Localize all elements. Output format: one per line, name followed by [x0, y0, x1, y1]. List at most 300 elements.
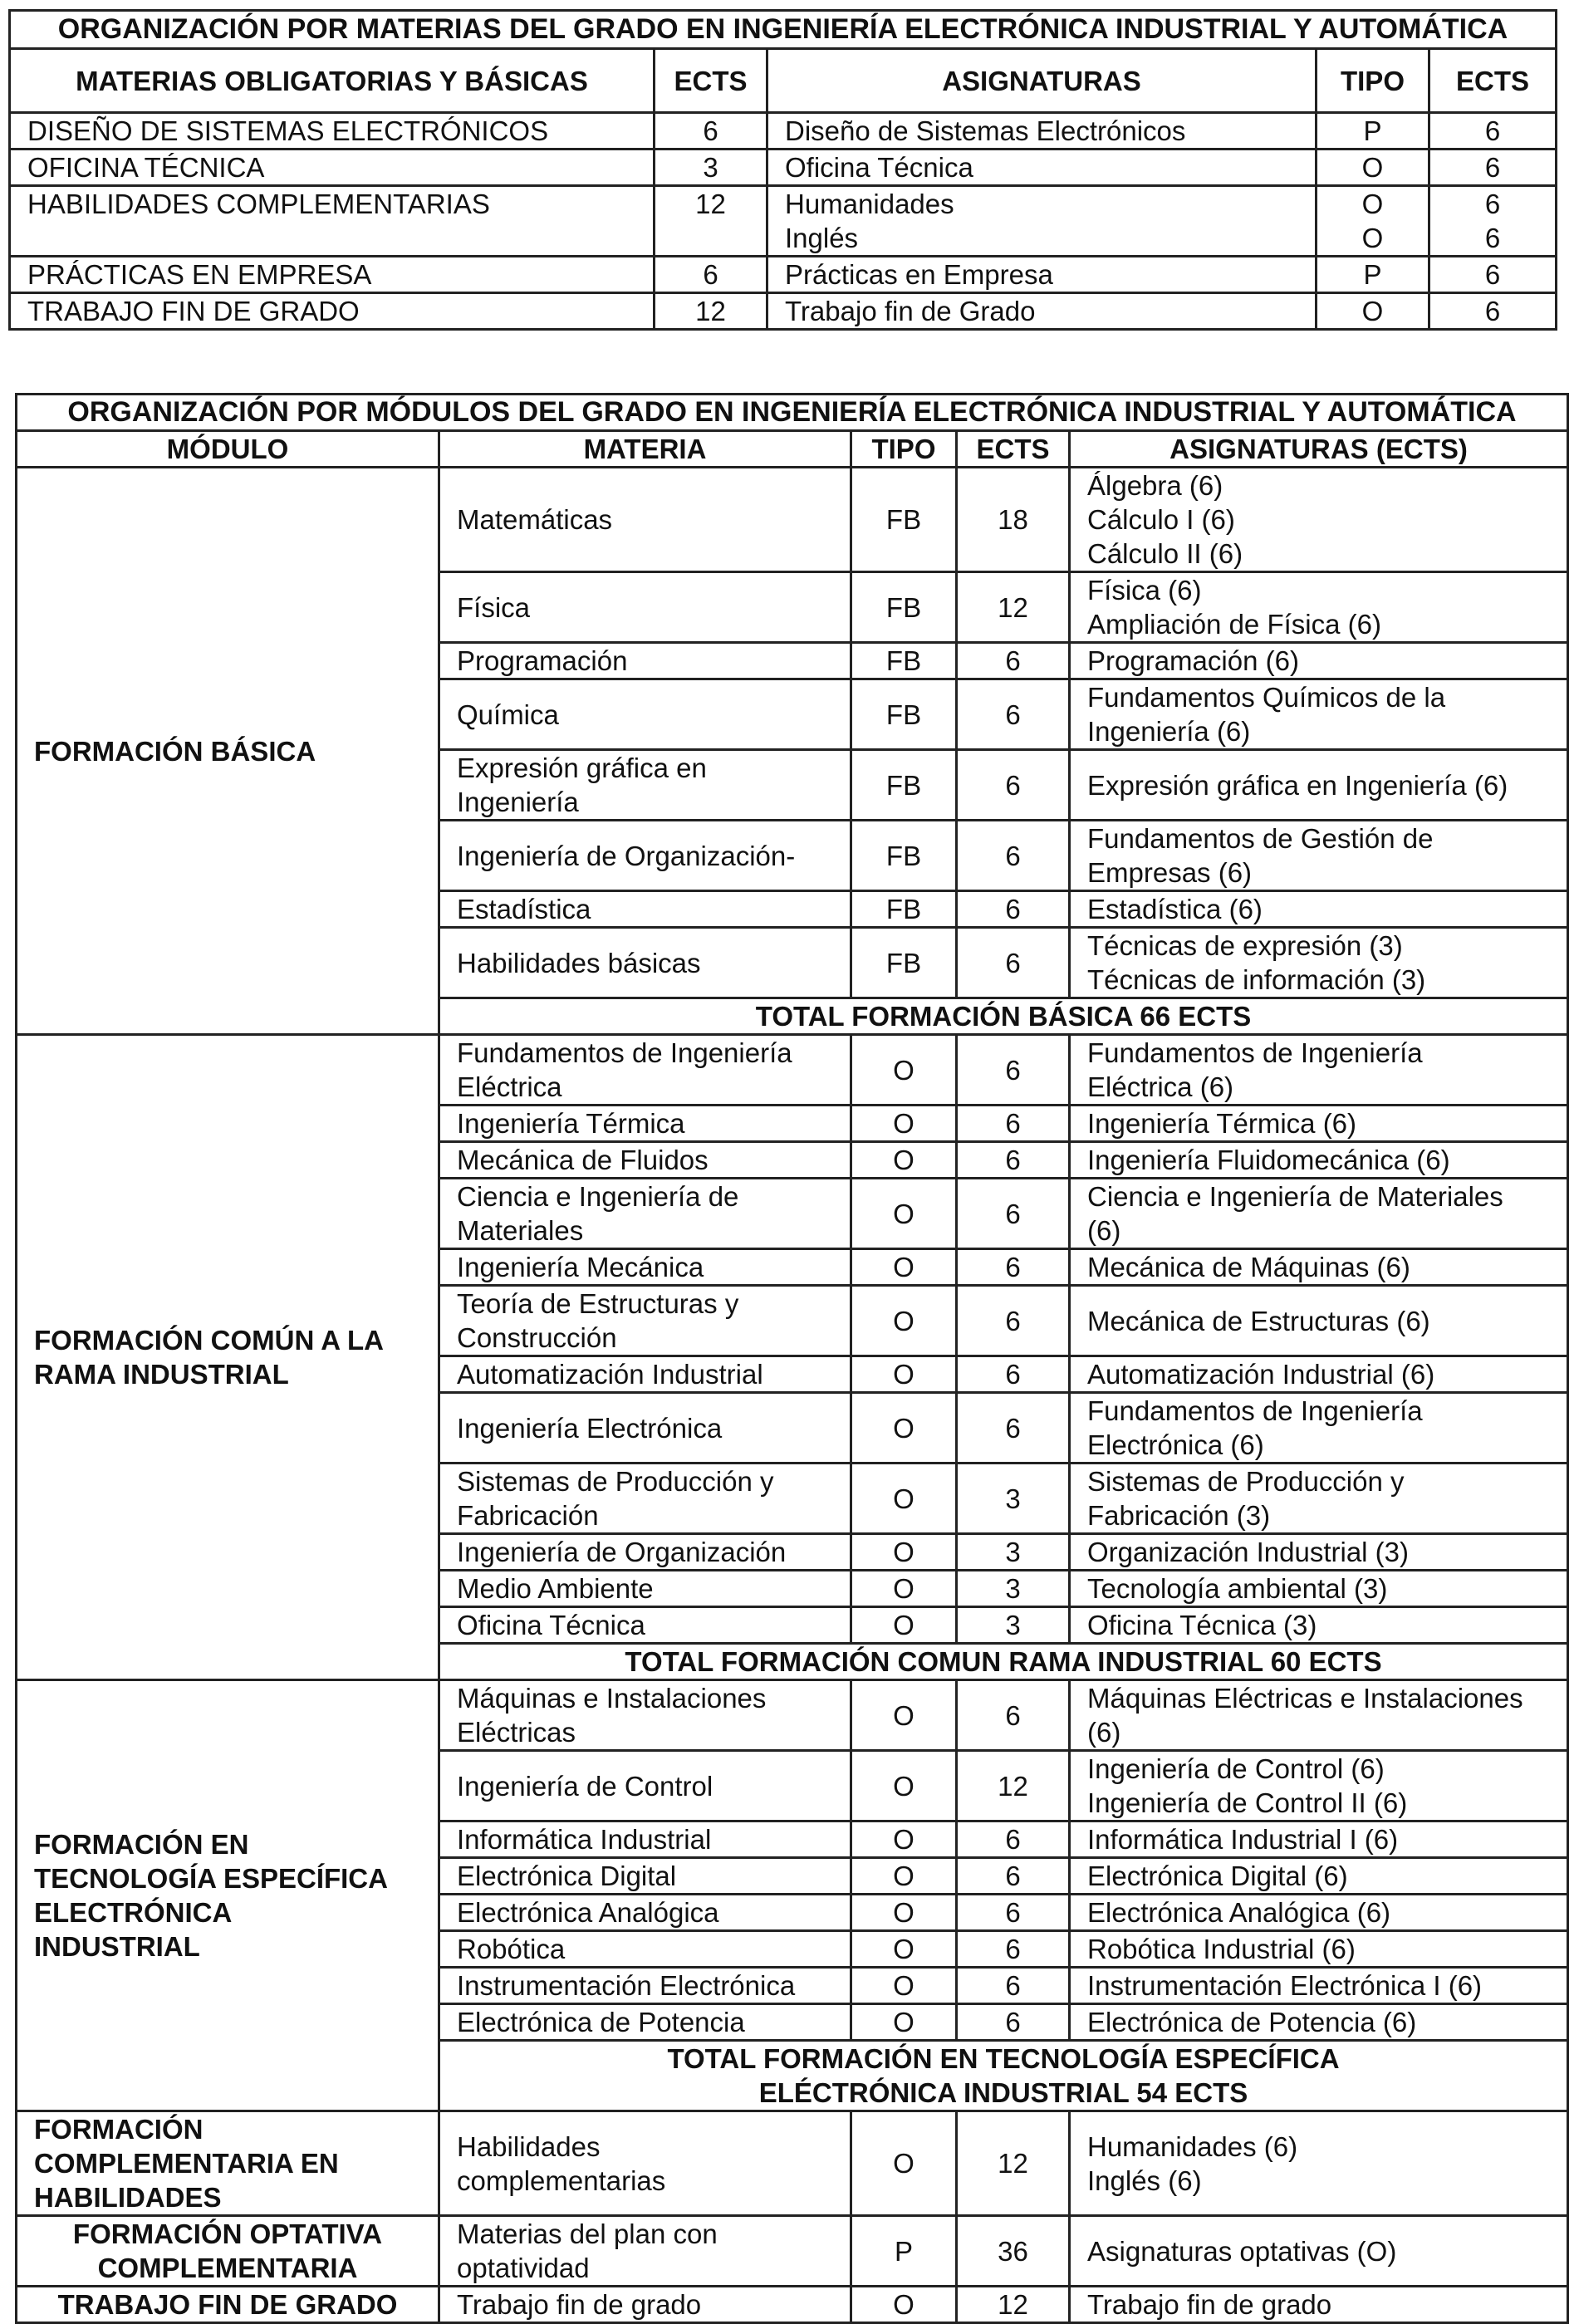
- modulo-name-line: TECNOLOGÍA ESPECÍFICA: [34, 1863, 388, 1894]
- materia-line: Ingeniería Mecánica: [457, 1252, 704, 1282]
- tipo-cell: FB: [851, 750, 957, 821]
- asignatura-line: Tecnología ambiental (3): [1087, 1573, 1388, 1604]
- asignatura-line: Robótica Industrial (6): [1087, 1934, 1356, 1964]
- materia-cell: [439, 1534, 851, 1571]
- modulo-name: [17, 2216, 439, 2287]
- materia-line: Ingeniería de Control: [457, 1770, 713, 1802]
- asignatura-line: Cálculo II (6): [1087, 538, 1243, 569]
- materia-name: OFICINA TÉCNICA: [10, 150, 655, 186]
- materia-line: Ingeniería Térmica: [457, 1108, 685, 1139]
- ects-cell: 3: [957, 1464, 1070, 1534]
- materia-line: Física: [457, 591, 531, 623]
- ects-cell: 6: [957, 1142, 1070, 1179]
- materia-line: Ingeniería de Organización-: [457, 840, 796, 871]
- modulo-name-line: ELECTRÓNICA: [34, 1897, 233, 1928]
- ects-cell: 6: [957, 750, 1070, 821]
- materia-cell: [439, 643, 851, 679]
- modulo-name: [17, 1680, 439, 2111]
- tipo-cell: [1317, 150, 1429, 186]
- asignaturas-cell: [1070, 2216, 1568, 2287]
- asignatura-line: (6): [1087, 1215, 1121, 1246]
- materia-row: [10, 186, 1557, 257]
- materia-cell: [439, 2287, 851, 2323]
- modulo-name-line: INDUSTRIAL: [34, 1931, 200, 1962]
- materia-line: Fundamentos de Ingeniería: [457, 1037, 792, 1068]
- materia-line: Habilidades: [457, 2130, 601, 2162]
- asignatura-cell: [767, 257, 1317, 293]
- asignatura-line: Electrónica Digital (6): [1087, 1861, 1348, 1891]
- tipo-cell: [1317, 186, 1429, 257]
- ects-cell: 12: [957, 1751, 1070, 1821]
- asignatura-line: Informática Industrial I (6): [1087, 1824, 1399, 1855]
- asignaturas-cell: [1070, 468, 1568, 572]
- header-tipo: TIPO: [1317, 49, 1429, 113]
- materia-line: optatividad: [457, 2253, 590, 2283]
- ects-line: 6: [1484, 259, 1501, 290]
- asignaturas-cell: [1070, 1895, 1568, 1931]
- ects-line: 6: [1484, 223, 1501, 253]
- modulo-name-line: FORMACIÓN: [34, 2114, 203, 2145]
- asignaturas-cell: [1070, 1858, 1568, 1895]
- asignatura-cell: [767, 293, 1317, 330]
- asignatura-line: Expresión gráfica en Ingeniería (6): [1087, 769, 1508, 801]
- asignatura-line: Técnicas de información (3): [1087, 964, 1426, 995]
- ects-cell: 6: [957, 928, 1070, 998]
- materia-cell: [439, 572, 851, 643]
- tipo-cell: O: [851, 2287, 957, 2323]
- materia-line: Habilidades básicas: [457, 947, 701, 978]
- modulo-name-line: RAMA INDUSTRIAL: [34, 1359, 289, 1390]
- asignaturas-cell: [1070, 1356, 1568, 1393]
- materia-cell: [439, 891, 851, 928]
- ects-cell: 6: [957, 1286, 1070, 1356]
- asignatura-line: Oficina Técnica (3): [1087, 1610, 1317, 1640]
- ects-cell: 12: [957, 2287, 1070, 2323]
- asignatura-line: Trabajo fin de grado: [1087, 2289, 1332, 2320]
- materia-line: Programación: [457, 645, 628, 676]
- ects-cell: 6: [957, 1393, 1070, 1464]
- materia-cell: [439, 1142, 851, 1179]
- asignatura-line: Inglés: [785, 223, 859, 253]
- header-tipo: TIPO: [851, 431, 957, 468]
- materia-cell: [439, 1464, 851, 1534]
- tipo-cell: O: [851, 2004, 957, 2041]
- asignatura-line: Mecánica de Máquinas (6): [1087, 1252, 1410, 1282]
- asignatura-line: Fundamentos de Ingeniería: [1087, 1395, 1423, 1426]
- total-line: ELÉCTRÓNICA INDUSTRIAL 54 ECTS: [758, 2077, 1248, 2108]
- ects-cell: 6: [957, 891, 1070, 928]
- tipo-cell: O: [851, 1249, 957, 1286]
- tipo-cell: FB: [851, 928, 957, 998]
- asignatura-line: Mecánica de Estructuras (6): [1087, 1305, 1430, 1336]
- modulo-name: [17, 2287, 439, 2323]
- asignatura-line: Ingeniería de Control II (6): [1087, 1787, 1408, 1818]
- asignaturas-cell: [1070, 1179, 1568, 1249]
- tipo-line: O: [1361, 189, 1384, 219]
- asignatura-line: Fundamentos Químicos de la: [1087, 682, 1446, 713]
- modulo-name-line: COMPLEMENTARIA EN: [34, 2148, 339, 2179]
- materia-ects: 12: [655, 293, 767, 330]
- ects-cell: 6: [957, 1931, 1070, 1968]
- modulo-name-line: COMPLEMENTARIA: [97, 2253, 358, 2283]
- asignatura-line: Ingeniería de Control (6): [1087, 1753, 1385, 1784]
- asignatura-line: Electrónica de Potencia (6): [1087, 2007, 1417, 2037]
- asignaturas-cell: [1070, 1607, 1568, 1644]
- tipo-cell: O: [851, 1393, 957, 1464]
- materia-line: Eléctricas: [457, 1717, 576, 1748]
- ects-cell: 36: [957, 2216, 1070, 2287]
- asignatura-line: Máquinas Eléctricas e Instalaciones: [1087, 1683, 1523, 1714]
- tipo-cell: O: [851, 1607, 957, 1644]
- asignatura-line: Diseño de Sistemas Electrónicos: [785, 115, 1186, 146]
- asignaturas-cell: [1070, 2287, 1568, 2323]
- materia-name: PRÁCTICAS EN EMPRESA: [10, 257, 655, 293]
- asignaturas-cell: [1070, 1286, 1568, 1356]
- ects-cell: 6: [957, 1035, 1070, 1106]
- materia-line: Medio Ambiente: [457, 1573, 654, 1604]
- tipo-cell: [1317, 257, 1429, 293]
- materia-cell: [439, 1821, 851, 1858]
- asignatura-cell: [767, 150, 1317, 186]
- modulo-name: [17, 2111, 439, 2216]
- modulo-name-line: TRABAJO FIN DE GRADO: [57, 2289, 398, 2320]
- asignaturas-cell: [1070, 891, 1568, 928]
- tipo-cell: O: [851, 1680, 957, 1751]
- modulo-name: [17, 468, 439, 1035]
- asignatura-line: Electrónica (6): [1087, 1429, 1264, 1460]
- asignatura-line: Física (6): [1087, 575, 1202, 606]
- asignatura-line: Automatización Industrial (6): [1087, 1359, 1435, 1390]
- tipo-cell: O: [851, 1142, 957, 1179]
- asignaturas-cell: [1070, 750, 1568, 821]
- tipo-cell: O: [851, 1968, 957, 2004]
- materia-cell: [439, 1931, 851, 1968]
- materia-line: Mecánica de Fluidos: [457, 1145, 709, 1175]
- module-total: [439, 2041, 1568, 2111]
- asignaturas-cell: [1070, 1106, 1568, 1142]
- ects-cell: 6: [957, 1680, 1070, 1751]
- modulo-row: [17, 1035, 1568, 1106]
- ects-line: 6: [1484, 189, 1501, 219]
- ects-cell: [1429, 293, 1557, 330]
- materia-line: Robótica: [457, 1934, 566, 1964]
- materia-name: TRABAJO FIN DE GRADO: [10, 293, 655, 330]
- asignaturas-cell: [1070, 643, 1568, 679]
- ects-cell: 6: [957, 1858, 1070, 1895]
- asignaturas-cell: [1070, 1821, 1568, 1858]
- materia-line: Oficina Técnica: [457, 1610, 645, 1640]
- asignatura-line: Fundamentos de Ingeniería: [1087, 1037, 1423, 1068]
- materia-cell: [439, 468, 851, 572]
- materia-row: [10, 150, 1557, 186]
- modulo-row: [17, 2216, 1568, 2287]
- tipo-cell: O: [851, 2111, 957, 2216]
- asignaturas-cell: [1070, 1249, 1568, 1286]
- tipo-cell: FB: [851, 891, 957, 928]
- ects-cell: 6: [957, 1968, 1070, 2004]
- ects-cell: 3: [957, 1607, 1070, 1644]
- materia-cell: [439, 1393, 851, 1464]
- tipo-line: O: [1361, 152, 1384, 183]
- ects-line: 6: [1484, 296, 1501, 326]
- ects-cell: 12: [957, 572, 1070, 643]
- materia-ects: 6: [655, 113, 767, 150]
- modulos-table: [15, 393, 1569, 2324]
- header-ects: ECTS: [655, 49, 767, 113]
- materia-line: Ingeniería de Organización: [457, 1537, 787, 1567]
- asignatura-line: Prácticas en Empresa: [785, 259, 1053, 290]
- materia-cell: [439, 1106, 851, 1142]
- asignatura-line: Inglés (6): [1087, 2165, 1202, 2196]
- materia-name: DISEÑO DE SISTEMAS ELECTRÓNICOS: [10, 113, 655, 150]
- materia-ects: 3: [655, 150, 767, 186]
- materia-line: Fabricación: [457, 1500, 599, 1531]
- ects-cell: [1429, 113, 1557, 150]
- asignaturas-cell: [1070, 572, 1568, 643]
- materia-line: Teoría de Estructuras y: [457, 1288, 739, 1319]
- tipo-cell: FB: [851, 679, 957, 750]
- asignatura-line: Eléctrica (6): [1087, 1071, 1234, 1102]
- tipo-cell: O: [851, 1751, 957, 1821]
- asignatura-line: Oficina Técnica: [785, 152, 973, 183]
- ects-cell: 6: [957, 1356, 1070, 1393]
- asignatura-line: Trabajo fin de Grado: [785, 296, 1036, 326]
- tipo-cell: O: [851, 1895, 957, 1931]
- asignatura-line: Cálculo I (6): [1087, 504, 1235, 535]
- materia-cell: [439, 1607, 851, 1644]
- asignatura-line: Asignaturas optativas (O): [1087, 2235, 1397, 2267]
- materia-line: Matemáticas: [457, 504, 613, 535]
- header-materia: MATERIA: [439, 431, 851, 468]
- asignatura-line: Fundamentos de Gestión de: [1087, 823, 1434, 854]
- modulos-table-title: ORGANIZACIÓN POR MÓDULOS DEL GRADO EN INGENIERÍA ELECTRÓNICA INDUSTRIAL Y AUTOMÁTICA: [17, 395, 1568, 431]
- modulo-name-line: HABILIDADES: [34, 2182, 222, 2213]
- materia-cell: [439, 750, 851, 821]
- tipo-cell: P: [851, 2216, 957, 2287]
- asignatura-line: Organización Industrial (3): [1087, 1537, 1410, 1567]
- materia-cell: [439, 1751, 851, 1821]
- modulo-row: [17, 2111, 1568, 2216]
- materia-cell: [439, 2216, 851, 2287]
- modulo-row: [17, 468, 1568, 572]
- asignaturas-cell: [1070, 2004, 1568, 2041]
- ects-cell: 18: [957, 468, 1070, 572]
- materia-line: Estadística: [457, 894, 591, 924]
- total-line: TOTAL FORMACIÓN COMUN RAMA INDUSTRIAL 60 ECTS: [625, 1646, 1382, 1677]
- tipo-cell: FB: [851, 643, 957, 679]
- asignatura-line: Instrumentación Electrónica I (6): [1087, 1970, 1483, 2001]
- tipo-cell: O: [851, 1821, 957, 1858]
- tipo-cell: [1317, 113, 1429, 150]
- ects-cell: 6: [957, 1821, 1070, 1858]
- asignatura-line: Estadística (6): [1087, 894, 1263, 924]
- materia-ects: 6: [655, 257, 767, 293]
- materias-table-title: ORGANIZACIÓN POR MATERIAS DEL GRADO EN INGENIERÍA ELECTRÓNICA INDUSTRIAL Y AUTOMÁTICA: [10, 11, 1557, 49]
- modulo-name-line: FORMACIÓN BÁSICA: [34, 735, 316, 767]
- materia-line: Construcción: [457, 1322, 617, 1353]
- tipo-cell: O: [851, 1534, 957, 1571]
- ects-cell: [1429, 150, 1557, 186]
- materia-cell: [439, 1680, 851, 1751]
- materia-line: Automatización Industrial: [457, 1359, 763, 1390]
- tipo-cell: O: [851, 1035, 957, 1106]
- materia-line: Electrónica Digital: [457, 1861, 677, 1891]
- materia-row: [10, 257, 1557, 293]
- tipo-cell: [1317, 293, 1429, 330]
- modulo-name-line: FORMACIÓN OPTATIVA: [72, 2219, 383, 2249]
- asignatura-line: Ingeniería Fluidomecánica (6): [1087, 1145, 1450, 1175]
- tipo-line: P: [1363, 259, 1382, 290]
- materia-cell: [439, 1356, 851, 1393]
- ects-cell: 6: [957, 1179, 1070, 1249]
- asignaturas-cell: [1070, 2111, 1568, 2216]
- asignatura-line: Ciencia e Ingeniería de Materiales: [1087, 1181, 1503, 1212]
- asignatura-line: Ingeniería (6): [1087, 716, 1251, 747]
- tipo-cell: O: [851, 1286, 957, 1356]
- modulo-row: [17, 2287, 1568, 2323]
- materia-line: Materias del plan con: [457, 2219, 718, 2249]
- asignaturas-cell: [1070, 928, 1568, 998]
- asignatura-line: Humanidades: [785, 189, 954, 219]
- materia-line: Ingeniería Electrónica: [457, 1412, 723, 1444]
- asignatura-line: Técnicas de expresión (3): [1087, 930, 1403, 961]
- ects-cell: 6: [957, 1106, 1070, 1142]
- materia-row: [10, 113, 1557, 150]
- asignatura-line: Sistemas de Producción y: [1087, 1466, 1405, 1497]
- tipo-line: O: [1361, 223, 1384, 253]
- asignaturas-cell: [1070, 1680, 1568, 1751]
- tipo-cell: O: [851, 1179, 957, 1249]
- materia-cell: [439, 2004, 851, 2041]
- ects-cell: 3: [957, 1571, 1070, 1607]
- asignaturas-cell: [1070, 1142, 1568, 1179]
- materia-cell: [439, 1968, 851, 2004]
- asignatura-line: Empresas (6): [1087, 857, 1253, 888]
- materia-cell: [439, 1035, 851, 1106]
- asignatura-line: Humanidades (6): [1087, 2130, 1298, 2162]
- asignatura-line: Ingeniería Térmica (6): [1087, 1108, 1357, 1139]
- total-line: TOTAL FORMACIÓN BÁSICA 66 ECTS: [755, 1001, 1252, 1032]
- tipo-cell: O: [851, 1571, 957, 1607]
- asignatura-cell: [767, 113, 1317, 150]
- tipo-cell: O: [851, 1858, 957, 1895]
- asignaturas-cell: [1070, 821, 1568, 891]
- materia-cell: [439, 1858, 851, 1895]
- materia-row: [10, 293, 1557, 330]
- header-asignaturas: ASIGNATURAS: [767, 49, 1317, 113]
- tipo-cell: FB: [851, 572, 957, 643]
- materias-table: [8, 9, 1557, 331]
- materia-cell: [439, 1571, 851, 1607]
- header-materias: MATERIAS OBLIGATORIAS Y BÁSICAS: [10, 49, 655, 113]
- asignatura-line: Álgebra (6): [1087, 470, 1223, 501]
- ects-cell: [1429, 186, 1557, 257]
- asignaturas-cell: [1070, 1035, 1568, 1106]
- materia-cell: [439, 679, 851, 750]
- materia-ects: 12: [655, 186, 767, 257]
- materia-cell: [439, 1179, 851, 1249]
- materia-cell: [439, 821, 851, 891]
- asignaturas-cell: [1070, 1751, 1568, 1821]
- tipo-line: P: [1363, 115, 1382, 146]
- materia-cell: [439, 1249, 851, 1286]
- asignaturas-cell: [1070, 1464, 1568, 1534]
- materia-cell: [439, 1286, 851, 1356]
- materia-line: Ingeniería: [457, 787, 579, 817]
- asignaturas-cell: [1070, 1393, 1568, 1464]
- materia-name: HABILIDADES COMPLEMENTARIAS: [10, 186, 655, 257]
- header-ects-2: ECTS: [1429, 49, 1557, 113]
- materia-line: Informática Industrial: [457, 1824, 712, 1855]
- materia-line: Expresión gráfica en: [457, 753, 707, 783]
- materia-line: Materiales: [457, 1215, 584, 1246]
- tipo-cell: FB: [851, 821, 957, 891]
- materia-line: Electrónica de Potencia: [457, 2007, 745, 2037]
- ects-cell: 6: [957, 821, 1070, 891]
- ects-cell: 3: [957, 1534, 1070, 1571]
- materia-cell: [439, 928, 851, 998]
- materia-line: Química: [457, 699, 559, 730]
- asignatura-line: Fabricación (3): [1087, 1500, 1271, 1531]
- materia-line: Eléctrica: [457, 1071, 562, 1102]
- modulo-name-line: FORMACIÓN EN: [34, 1829, 249, 1860]
- modulo-row: [17, 1680, 1568, 1751]
- asignaturas-cell: [1070, 1968, 1568, 2004]
- materia-line: Máquinas e Instalaciones: [457, 1683, 767, 1714]
- materia-line: complementarias: [457, 2165, 666, 2196]
- header-asignaturas: ASIGNATURAS (ECTS): [1070, 431, 1568, 468]
- ects-cell: 6: [957, 1895, 1070, 1931]
- asignatura-line: Electrónica Analógica (6): [1087, 1897, 1391, 1928]
- materia-line: Ciencia e Ingeniería de: [457, 1181, 739, 1212]
- ects-cell: [1429, 257, 1557, 293]
- materia-cell: [439, 2111, 851, 2216]
- tipo-cell: O: [851, 1931, 957, 1968]
- asignaturas-cell: [1070, 1931, 1568, 1968]
- ects-cell: 6: [957, 2004, 1070, 2041]
- ects-line: 6: [1484, 115, 1501, 146]
- tipo-cell: FB: [851, 468, 957, 572]
- asignatura-line: (6): [1087, 1717, 1121, 1748]
- tipo-line: O: [1361, 296, 1384, 326]
- modulo-name-line: FORMACIÓN COMÚN A LA: [34, 1325, 385, 1356]
- asignatura-line: Ampliación de Física (6): [1087, 609, 1381, 640]
- asignatura-line: Programación (6): [1087, 645, 1299, 676]
- materia-line: Electrónica Analógica: [457, 1897, 719, 1928]
- ects-cell: 6: [957, 1249, 1070, 1286]
- materia-cell: [439, 1895, 851, 1931]
- asignaturas-cell: [1070, 1571, 1568, 1607]
- tipo-cell: O: [851, 1106, 957, 1142]
- ects-cell: 6: [957, 643, 1070, 679]
- module-total: [439, 998, 1568, 1035]
- materia-line: Trabajo fin de grado: [457, 2289, 702, 2320]
- header-ects: ECTS: [957, 431, 1070, 468]
- materia-line: Sistemas de Producción y: [457, 1466, 774, 1497]
- tipo-cell: O: [851, 1464, 957, 1534]
- ects-line: 6: [1484, 152, 1501, 183]
- tipo-cell: O: [851, 1356, 957, 1393]
- asignaturas-cell: [1070, 1534, 1568, 1571]
- materia-line: Instrumentación Electrónica: [457, 1970, 796, 2001]
- module-total: [439, 1644, 1568, 1680]
- ects-cell: 6: [957, 679, 1070, 750]
- asignaturas-cell: [1070, 679, 1568, 750]
- ects-cell: 12: [957, 2111, 1070, 2216]
- modulo-name: [17, 1035, 439, 1680]
- header-modulo: MÓDULO: [17, 431, 439, 468]
- total-line: TOTAL FORMACIÓN EN TECNOLOGÍA ESPECÍFICA: [667, 2043, 1340, 2074]
